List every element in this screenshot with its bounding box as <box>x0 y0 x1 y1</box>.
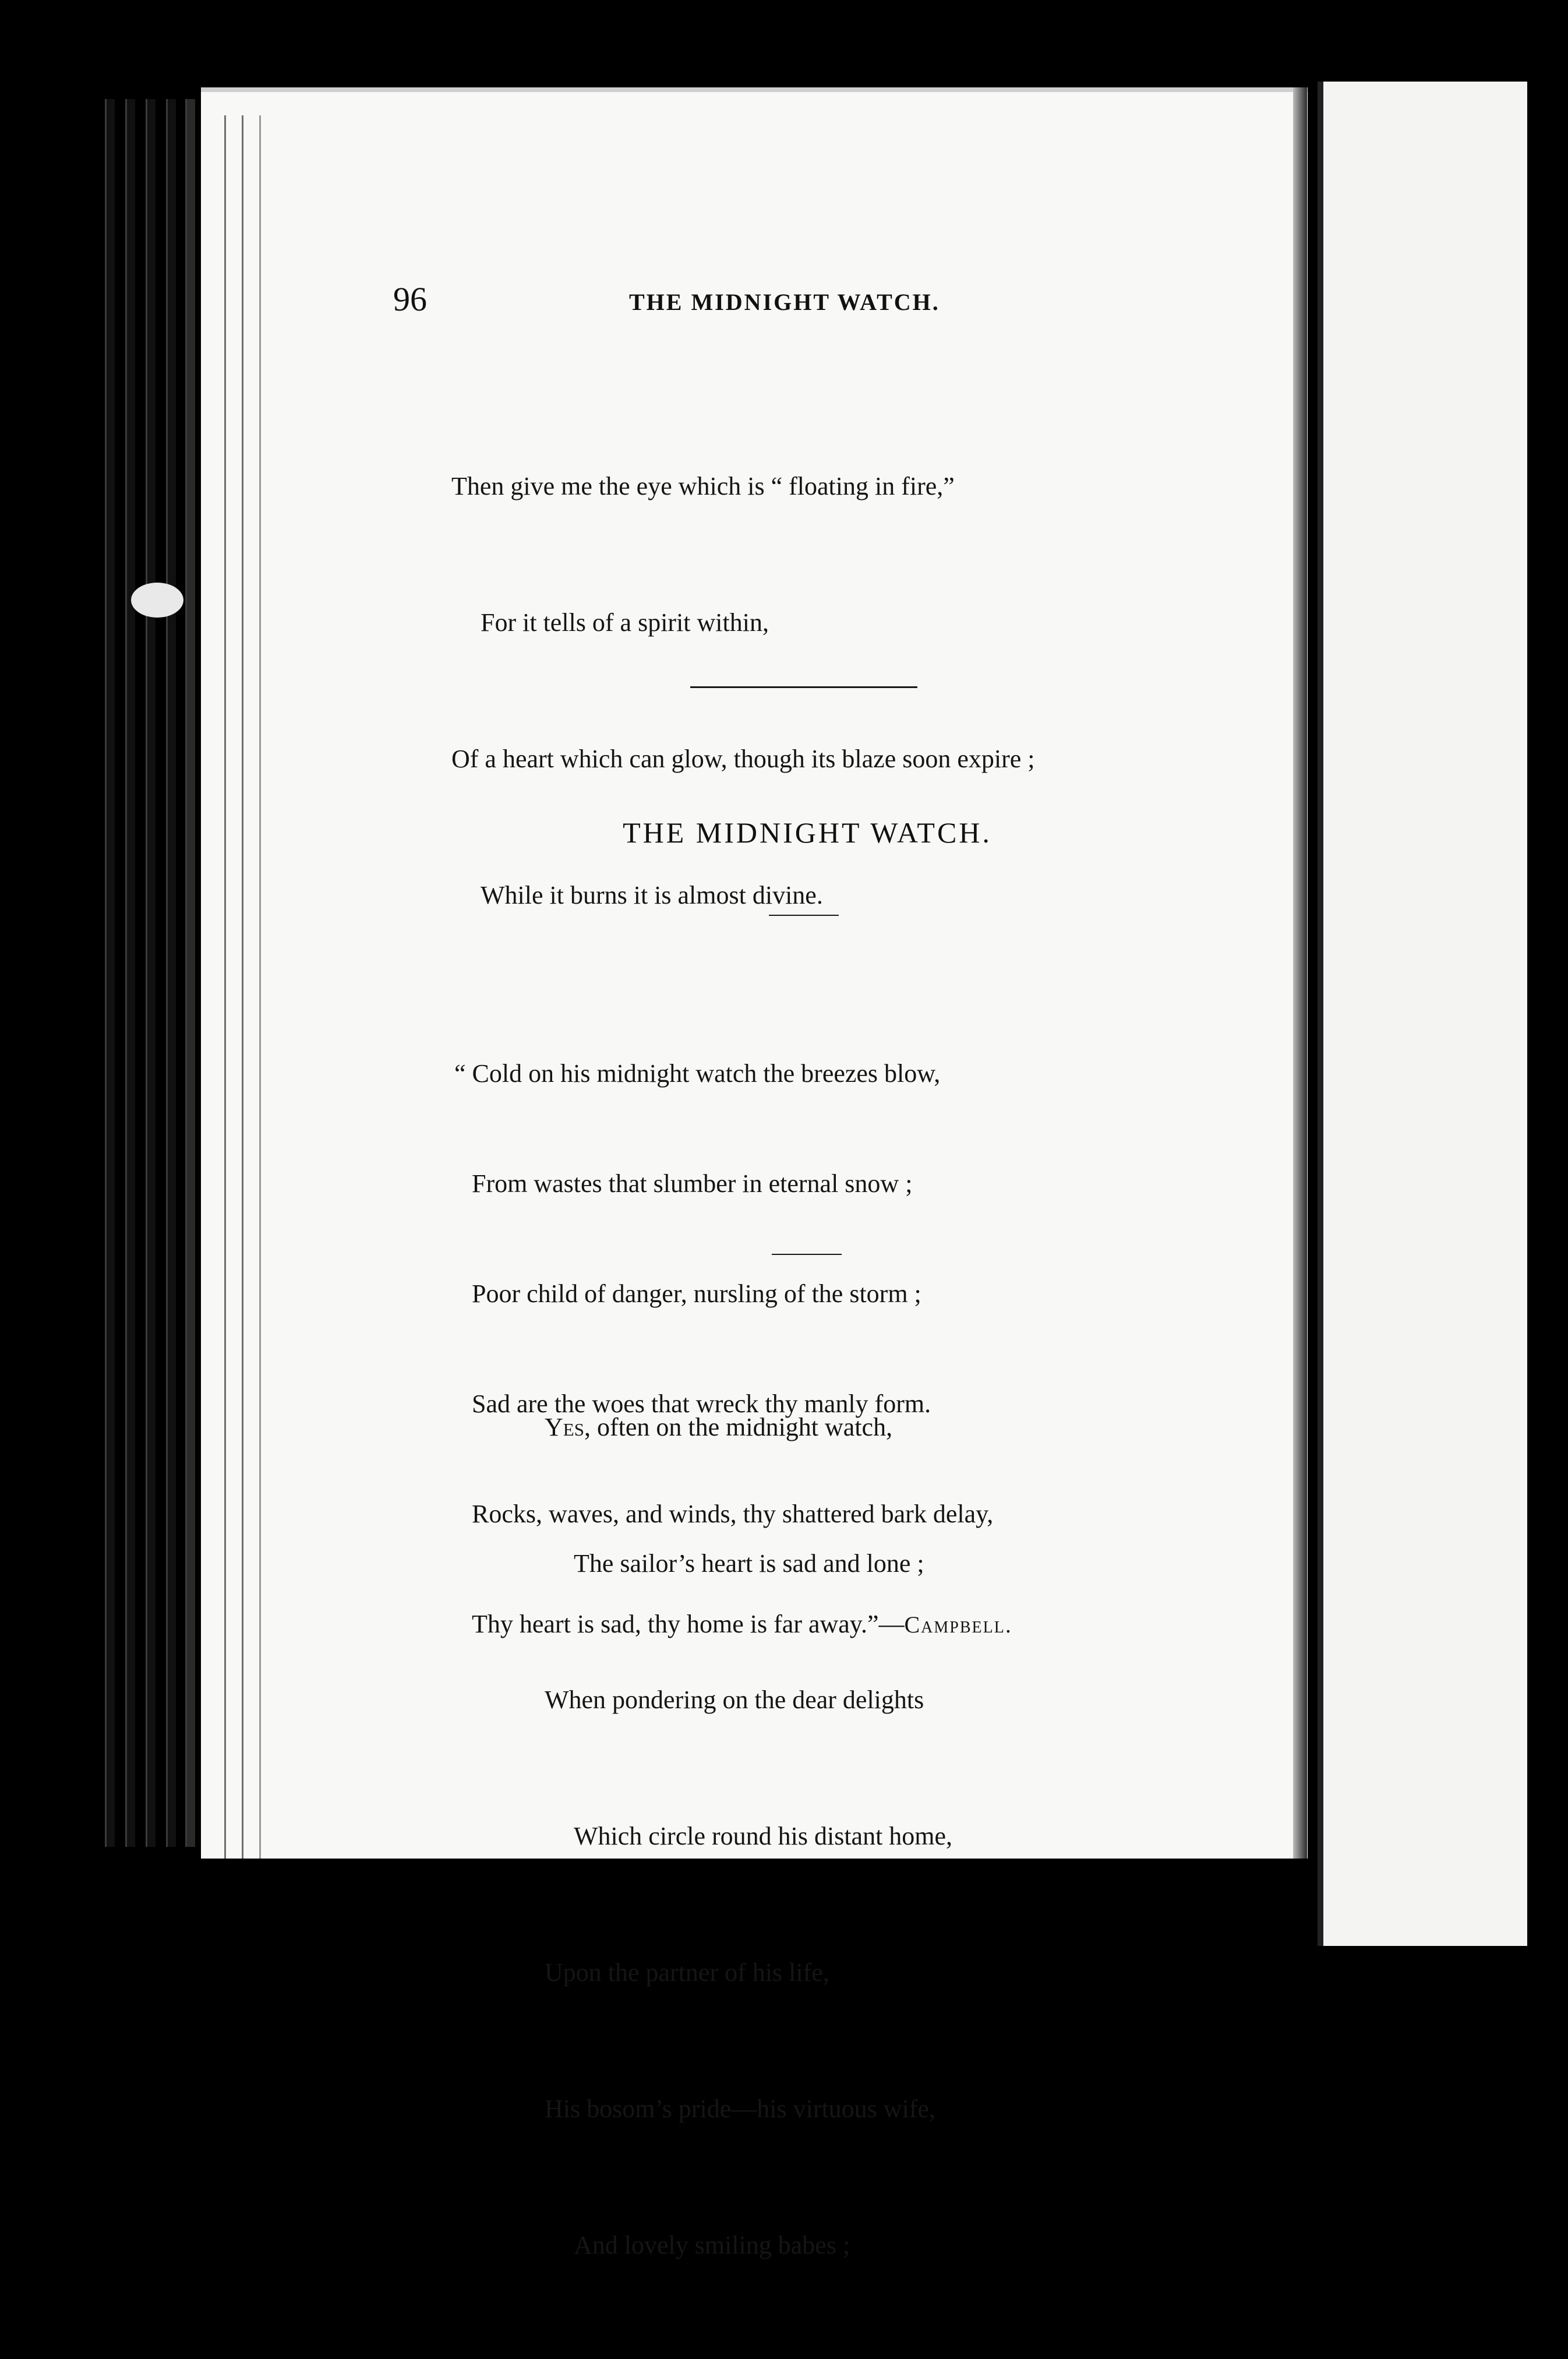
epigraph-rule <box>772 1254 842 1255</box>
verse-line: His bosom’s pride—his virtuous wife, <box>545 2094 935 2123</box>
title-rule <box>769 915 839 916</box>
verse-line: Upon the partner of his life, <box>545 1958 829 1987</box>
epigraph-line: “ Cold on his midnight watch the breezes blow, <box>454 1059 941 1088</box>
verse-line: Then give me the eye which is “ floating in fire,” <box>451 472 955 500</box>
facing-page-edge <box>1318 82 1527 1946</box>
epigraph-attribution: Campbell. <box>904 1612 1012 1638</box>
verse-line: The sailor’s heart is sad and lone ; <box>574 1549 924 1578</box>
verse-line: For it tells of a spirit within, <box>481 608 769 637</box>
book-edge <box>125 99 135 1847</box>
epigraph-line: Poor child of danger, nursling of the storm ; <box>472 1279 921 1308</box>
verse-line: When pondering on the dear delights <box>545 1685 924 1714</box>
closing-stanza <box>451 373 1035 1009</box>
page-gutter-shadow <box>1293 87 1307 1859</box>
section-divider <box>690 686 917 688</box>
verse-line: Of a heart which can glow, though its blaze soon expire ; <box>451 745 1035 773</box>
page-number: 96 <box>393 280 427 318</box>
verse-line: While it burns it is almost divine. <box>481 881 823 909</box>
poem-title: THE MIDNIGHT WATCH. <box>623 816 992 849</box>
epigraph-line: From wastes that slumber in eternal snow ; <box>472 1169 913 1198</box>
book-edge <box>185 99 195 1847</box>
paper-blemish <box>131 583 183 618</box>
verse-line: Which circle round his distant home, <box>574 1822 953 1850</box>
epigraph-line: Rocks, waves, and winds, thy shattered bark delay, <box>472 1500 994 1528</box>
book-edge <box>105 99 115 1847</box>
page-border-line <box>259 115 261 1859</box>
page-border-line <box>242 115 243 1859</box>
running-head: THE MIDNIGHT WATCH. <box>629 289 940 315</box>
epigraph-line: Thy heart is sad, thy home is far away.”— <box>472 1610 905 1638</box>
epigraph-line: Sad are the woes that wreck thy manly form. <box>472 1390 931 1418</box>
page-border-line <box>224 115 226 1859</box>
book-edge <box>146 99 156 1847</box>
verse-line <box>545 1405 952 1450</box>
book-edge <box>166 99 176 1847</box>
verse-line-text: often on the midnight watch, <box>590 1413 893 1441</box>
verse-line: And lovely smiling babes ; <box>574 2231 850 2259</box>
poem-body <box>545 1314 952 2359</box>
opening-word: Yes, <box>545 1413 591 1441</box>
